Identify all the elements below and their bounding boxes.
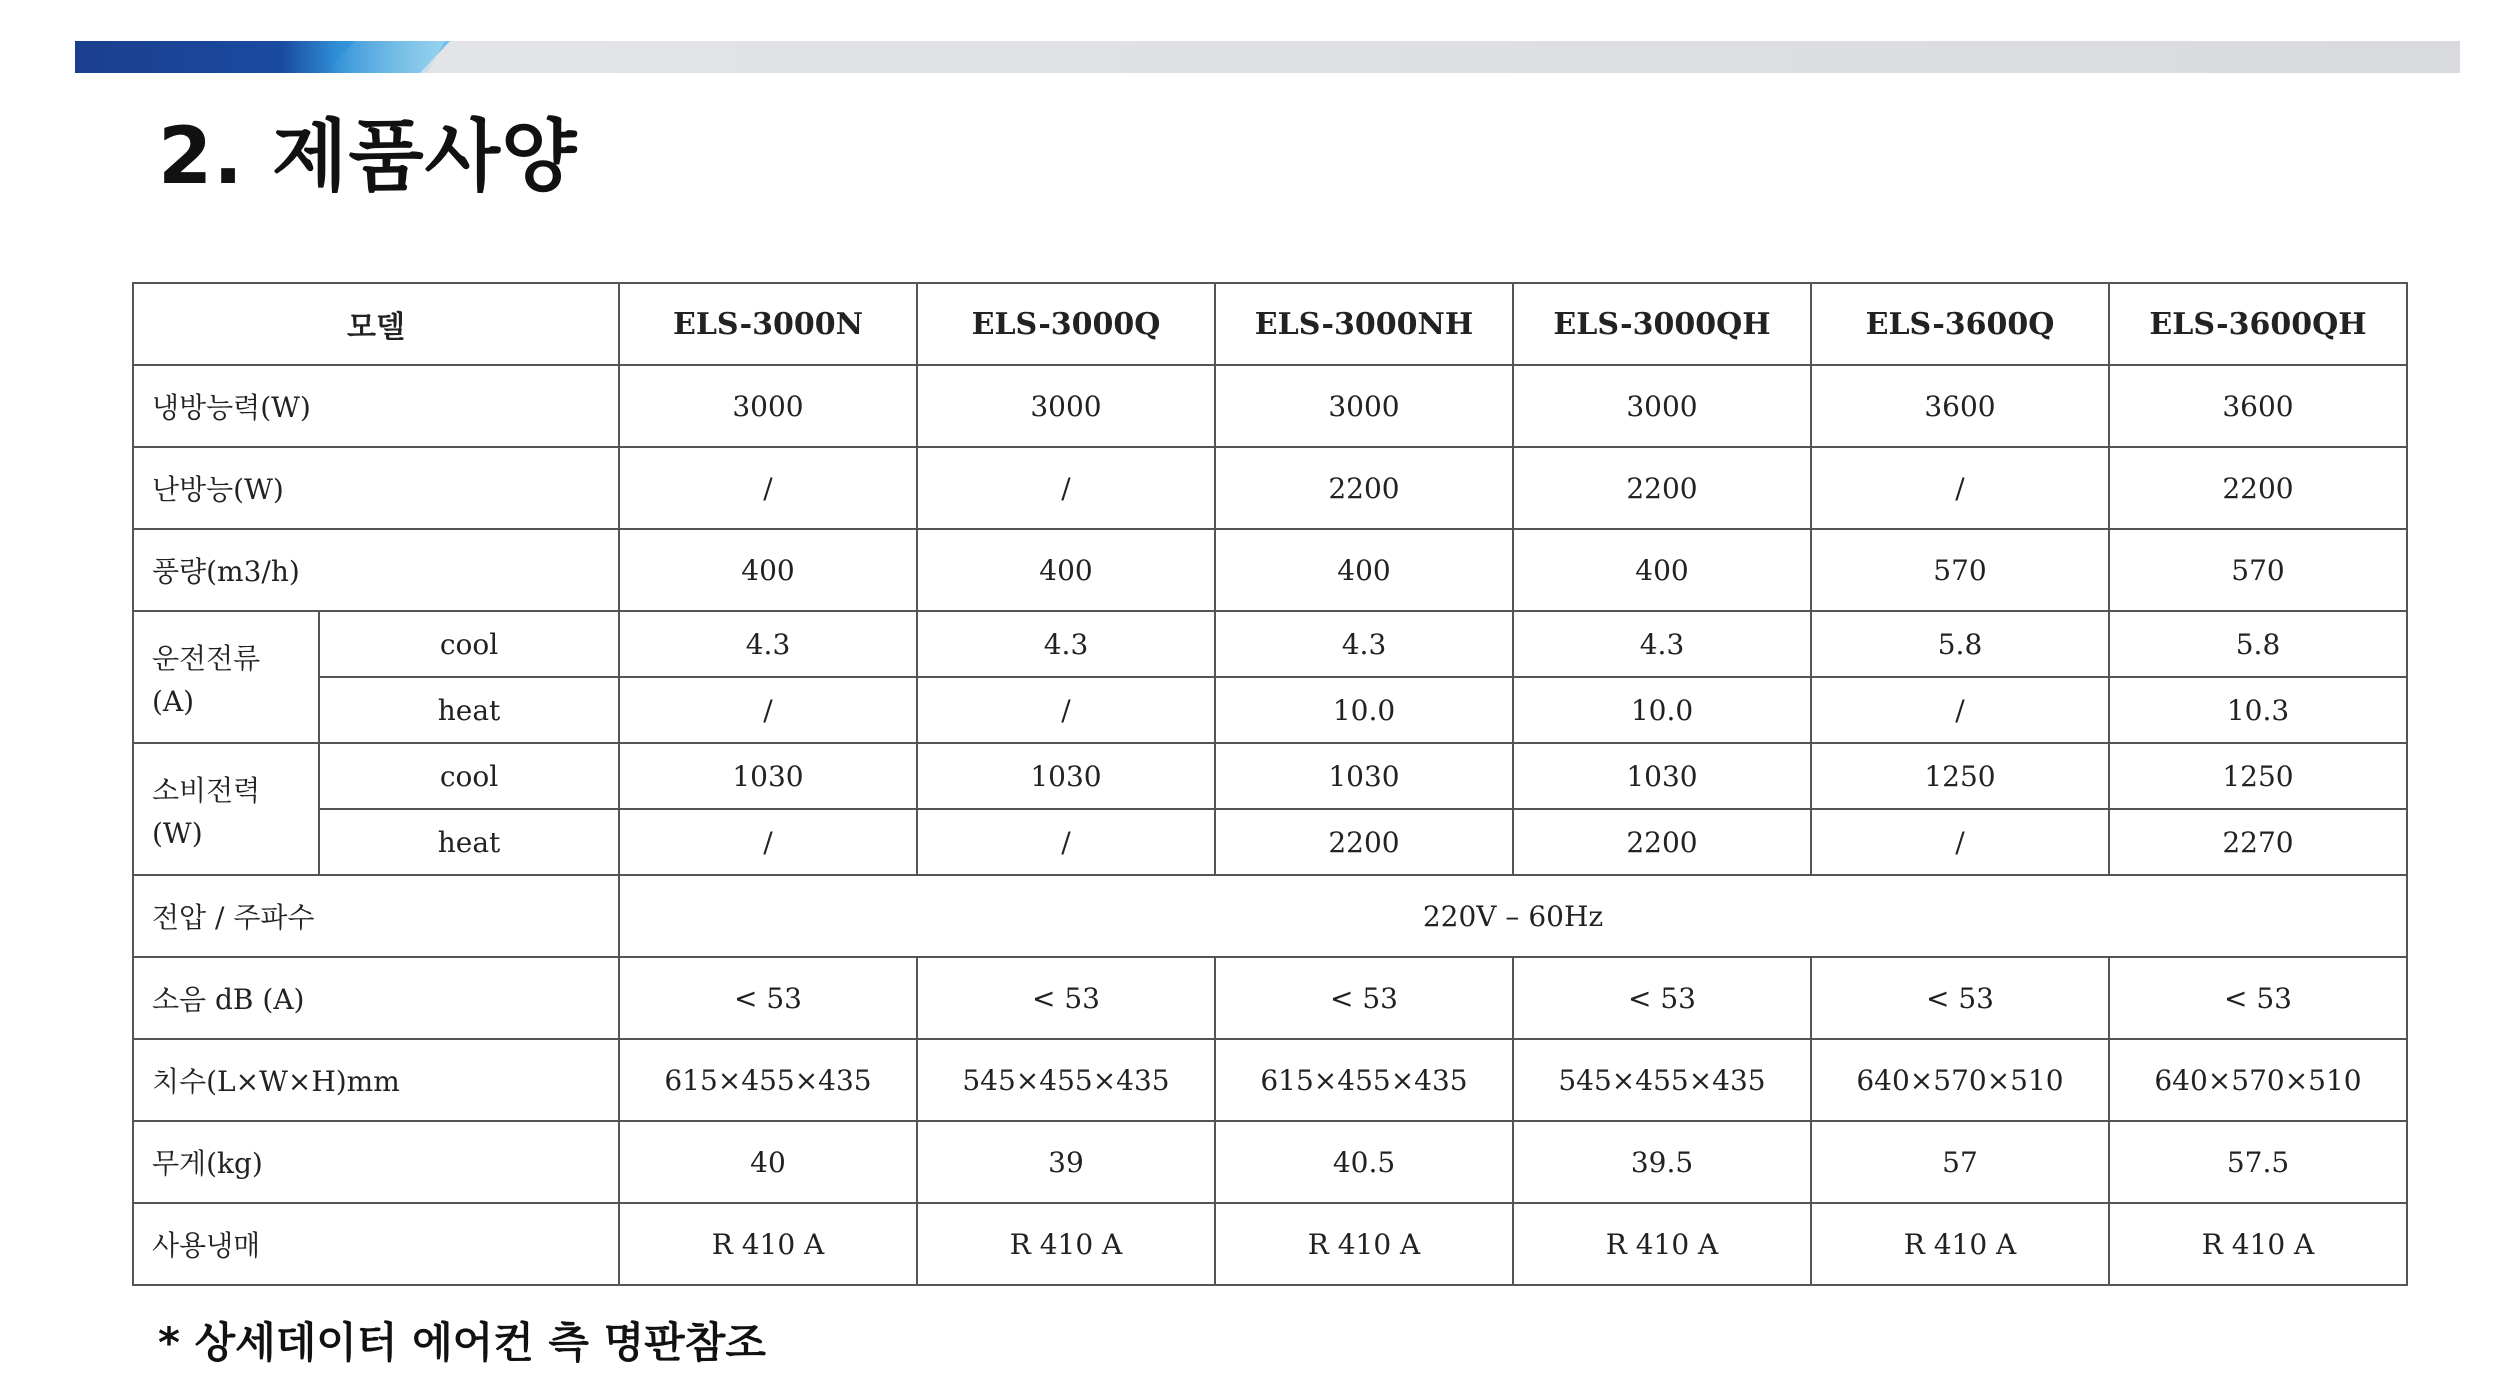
table-cell: 2200 [1513, 809, 1811, 875]
table-cell: < 53 [2109, 957, 2407, 1039]
table-cell: 545×455×435 [1513, 1039, 1811, 1121]
table-cell: 640×570×510 [1811, 1039, 2109, 1121]
row-label: 난방능(W) [133, 447, 619, 529]
table-cell: 39.5 [1513, 1121, 1811, 1203]
spec-table [132, 282, 2408, 1286]
footnote: * 상세데이터 에어컨 측 명판참조 [158, 1318, 766, 1367]
table-row-power-cool [133, 743, 2407, 809]
row-label: 무게(kg) [133, 1121, 619, 1203]
table-cell: 3000 [917, 365, 1215, 447]
table-row-power-heat [133, 809, 2407, 875]
table-cell: 2200 [2109, 447, 2407, 529]
table-cell: 400 [1513, 529, 1811, 611]
header-banner [75, 41, 2460, 73]
row-label: 소음 dB (A) [133, 957, 619, 1039]
table-cell: 570 [1811, 529, 2109, 611]
table-cell: < 53 [1215, 957, 1513, 1039]
table-cell: 1250 [1811, 743, 2109, 809]
sub-label: heat [319, 809, 619, 875]
table-cell: / [619, 677, 917, 743]
table-cell: 3000 [1215, 365, 1513, 447]
table-row-current-cool [133, 611, 2407, 677]
table-cell: / [917, 677, 1215, 743]
row-label-unit: (W) [152, 816, 203, 850]
table-row-refrigerant [133, 1203, 2407, 1285]
table-cell: R 410 A [917, 1203, 1215, 1285]
table-cell: 10.0 [1215, 677, 1513, 743]
table-cell: 3000 [1513, 365, 1811, 447]
table-cell: 3600 [1811, 365, 2109, 447]
header-model: ELS-3000NH [1215, 283, 1513, 365]
table-cell: R 410 A [2109, 1203, 2407, 1285]
table-cell: 400 [917, 529, 1215, 611]
sub-label: heat [319, 677, 619, 743]
header-model: ELS-3600QH [2109, 283, 2407, 365]
row-label-power [133, 743, 319, 875]
table-cell: 10.0 [1513, 677, 1811, 743]
table-cell: 1030 [619, 743, 917, 809]
table-cell: 615×455×435 [619, 1039, 917, 1121]
row-label: 풍량(m3/h) [133, 529, 619, 611]
table-cell: / [917, 447, 1215, 529]
table-cell: R 410 A [1215, 1203, 1513, 1285]
table-cell: 4.3 [619, 611, 917, 677]
table-row-heating-capacity [133, 447, 2407, 529]
header-model: ELS-3600Q [1811, 283, 2109, 365]
page-title: 2. 제품사양 [158, 112, 578, 202]
row-label-unit: (A) [152, 684, 195, 718]
table-row-dimensions [133, 1039, 2407, 1121]
table-cell: / [619, 809, 917, 875]
table-cell: < 53 [917, 957, 1215, 1039]
table-cell: 570 [2109, 529, 2407, 611]
table-cell: 615×455×435 [1215, 1039, 1513, 1121]
table-cell: 2270 [2109, 809, 2407, 875]
row-label: 소비전력 [152, 773, 261, 807]
header-model-label: 모델 [133, 283, 619, 365]
table-cell: 3000 [619, 365, 917, 447]
table-cell: 400 [1215, 529, 1513, 611]
sub-label: cool [319, 611, 619, 677]
table-cell: 4.3 [1215, 611, 1513, 677]
table-cell: / [917, 809, 1215, 875]
table-cell: 5.8 [2109, 611, 2407, 677]
header-model: ELS-3000QH [1513, 283, 1811, 365]
table-cell: R 410 A [1811, 1203, 2109, 1285]
table-cell: / [1811, 809, 2109, 875]
sub-label: cool [319, 743, 619, 809]
table-cell: / [619, 447, 917, 529]
table-cell: 57 [1811, 1121, 2109, 1203]
table-cell: 2200 [1513, 447, 1811, 529]
table-cell: 4.3 [1513, 611, 1811, 677]
row-label: 치수(L×W×H)mm [133, 1039, 619, 1121]
table-cell: 400 [619, 529, 917, 611]
table-cell: 640×570×510 [2109, 1039, 2407, 1121]
row-label: 냉방능력(W) [133, 365, 619, 447]
row-label: 사용냉매 [133, 1203, 619, 1285]
table-cell: 1030 [1215, 743, 1513, 809]
table-cell: < 53 [1513, 957, 1811, 1039]
table-cell: < 53 [619, 957, 917, 1039]
row-label: 운전전류 [152, 641, 261, 675]
table-cell-merged: 220V – 60Hz [619, 875, 2407, 957]
table-cell: 3600 [2109, 365, 2407, 447]
table-row-voltage [133, 875, 2407, 957]
table-cell: / [1811, 447, 2109, 529]
table-row-cooling-capacity [133, 365, 2407, 447]
row-label-current [133, 611, 319, 743]
header-model: ELS-3000N [619, 283, 917, 365]
table-header-row [133, 283, 2407, 365]
table-cell: 40.5 [1215, 1121, 1513, 1203]
table-cell: / [1811, 677, 2109, 743]
table-cell: 40 [619, 1121, 917, 1203]
table-cell: 4.3 [917, 611, 1215, 677]
table-cell: R 410 A [619, 1203, 917, 1285]
table-cell: 1250 [2109, 743, 2407, 809]
table-cell: 1030 [1513, 743, 1811, 809]
row-label: 전압 / 주파수 [133, 875, 619, 957]
table-cell: 39 [917, 1121, 1215, 1203]
table-cell: 545×455×435 [917, 1039, 1215, 1121]
table-cell: 2200 [1215, 809, 1513, 875]
table-cell: 2200 [1215, 447, 1513, 529]
table-cell: 1030 [917, 743, 1215, 809]
table-row-noise [133, 957, 2407, 1039]
table-cell: 5.8 [1811, 611, 2109, 677]
table-cell: < 53 [1811, 957, 2109, 1039]
table-cell: R 410 A [1513, 1203, 1811, 1285]
table-row-current-heat [133, 677, 2407, 743]
table-row-weight [133, 1121, 2407, 1203]
table-cell: 10.3 [2109, 677, 2407, 743]
table-row-airflow [133, 529, 2407, 611]
table-cell: 57.5 [2109, 1121, 2407, 1203]
header-model: ELS-3000Q [917, 283, 1215, 365]
